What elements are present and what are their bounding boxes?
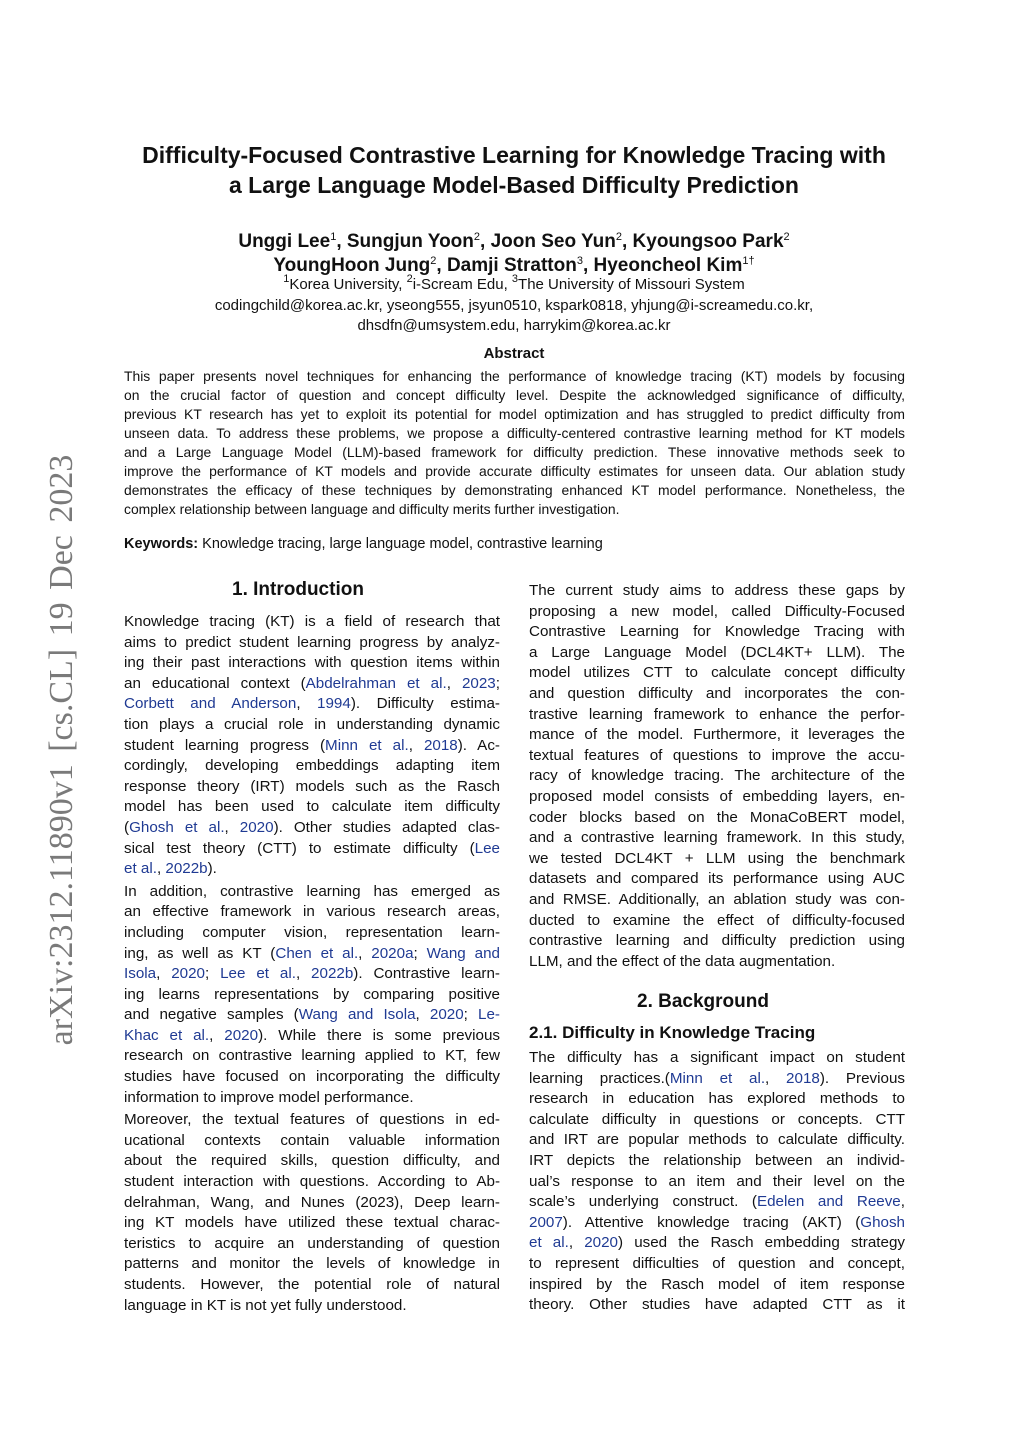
text-run: ing, as well as KT ( [124,944,276,962]
text-line [124,944,500,965]
email-line: codingchild@korea.ac.kr, yseong555, jsyun0510, kspark0818, yhjung@i-screamedu.co.kr, [214,296,814,314]
abstract-line: complex relationship between language and difficulty merits further investigation. [124,501,620,517]
abstract-line: improve the performance of KT models and provide accurate difficulty estimates for unseen data. Our ablation study [124,463,905,479]
text-line [124,1213,500,1234]
citation-link[interactable]: Corbett and Anderson [124,695,297,713]
text-line [529,1275,905,1296]
text-line [124,882,500,903]
text-run: , [568,1234,585,1252]
author-name: , Damji Stratton [436,255,577,276]
text-line [124,1088,500,1109]
text-run: ). Ac- [457,736,500,754]
text-run: ). Previous [819,1069,905,1087]
text-run: ). Other studies adapted clas- [273,818,500,836]
citation-link[interactable]: 2020 [239,818,274,836]
text-run: In addition, contrastive learning has emerged as [124,882,500,900]
text-run: , [156,965,172,983]
affiliation-mark: 1† [742,255,755,267]
text-run: , [209,1026,225,1044]
abstract-line: demonstrates the efficacy of these techniques by demonstrating enhanced KT model performance. Nonetheless, the [124,482,905,498]
text-line [124,1275,500,1296]
citation-link[interactable]: Minn et al. [325,736,409,754]
text-run: cordingly, developing embeddings adapting item [124,757,500,775]
text-line [529,1254,905,1275]
abstract-line: on the crucial factor of question and concept difficulty level. Despite the acknowledged significance of difficulty, [124,387,905,403]
text-line [124,1234,500,1255]
text-run: ) used the Rasch embedding strategy [618,1234,905,1252]
intro-paragraph-2 [124,882,500,1109]
text-run: delrahman, Wang, and Nunes (2023), Deep learn- [124,1193,500,1211]
text-run: scale’s underlying construct. ( [529,1193,757,1211]
title-line: a Large Language Model-Based Difficulty Prediction [229,172,799,198]
author-name: , Sungjun Yoon [336,231,474,252]
text-line: we tested DCL4KT + LLM using the benchmark [529,849,905,867]
text-run: , [446,674,462,692]
text-line: and RMSE. Additionally, an ablation study was con- [529,890,905,908]
text-run: inspired by the Rasch model of item response [529,1275,905,1293]
text-line: a Large Language Model (DCL4KT+ LLM). The [529,643,905,661]
text-line: contrastive learning and difficulty prediction using [529,932,905,950]
citation-link[interactable]: 2020a [371,944,414,962]
text-line [124,736,500,757]
citation-link[interactable]: 2020 [224,1026,259,1044]
abstract-body [124,367,905,519]
text-run: ; [495,674,500,692]
text-run: , [408,736,424,754]
citation-link[interactable]: Isola [124,965,157,983]
text-line [124,1172,500,1193]
text-run: ). Difficulty estima- [350,695,500,713]
text-run: aims to predict student learning progress by analyz- [124,633,500,651]
text-run: model has been used to calculate item difficulty [124,798,500,816]
abstract-line: and a Large Language Model (LLM)-based framework for difficulty prediction. These innovative methods seek to [124,444,905,460]
text-run: , [295,965,312,983]
text-line [529,1192,905,1213]
arxiv-stamp: arXiv:2312.11890v1 [cs.CL] 19 Dec 2023 [43,454,80,1046]
keywords-label: Keywords: [124,536,199,552]
affiliation-mark: 1 [330,231,337,243]
text-run: and IRT are popular methods to calculate difficulty. [529,1131,905,1149]
text-run: information to improve model performance. [124,1088,414,1106]
text-line [529,1130,905,1151]
text-run: patterns and monitor the levels of knowledge in [124,1255,500,1273]
text-run: an effective framework in various research areas, [124,903,500,921]
affiliation-mark: 2 [783,231,790,243]
text-line [124,923,500,944]
text-run: ). Contrastive learn- [353,965,500,983]
text-line [124,694,500,715]
text-line [529,1295,905,1316]
citation-link[interactable]: 2007 [529,1213,563,1231]
author-name: , Kyoungsoo Park [621,231,784,252]
text-line: textual features of questions to improve the accu- [529,746,905,764]
text-line [124,612,500,633]
background-heading: 2. Background [637,991,769,1012]
text-run: learning practices.( [529,1069,670,1087]
text-line [124,1296,500,1317]
text-line [124,1193,500,1214]
text-run: studies have focused on incorporating the difficulty [124,1068,500,1086]
abstract-heading: Abstract [483,345,545,362]
text-line: model utilizes CTT to calculate concept difficulty [529,664,905,682]
author-list [100,230,928,278]
text-run: student learning progress ( [124,736,326,754]
title-line: Difficulty-Focused Contrastive Learning for Knowledge Tracing with [142,142,886,168]
author-name: YoungHoon Jung [273,255,431,276]
abstract-line: previous KT research has yet to exploit its potential for model optimization and has struggled to predict difficulty from [124,406,905,422]
abstract-line: unseen data. To address these problems, we propose a difficulty-centered contrastive learning method for KT models [124,425,905,441]
text-run: response theory (IRT) models such as the Rasch [124,777,500,795]
text-line [124,777,500,798]
email-line: dhsdfn@umsystem.edu, harrykim@korea.ac.kr [357,317,671,334]
text-line: LLM, and the effect of the data augmentation. [529,952,836,970]
text-line [124,1131,500,1152]
citation-link[interactable]: Abdelrahman et al. [305,674,447,692]
citation-link[interactable]: Wang and Isola [298,1006,416,1024]
text-run: sical test theory (CTT) to estimate difficulty ( [124,839,475,857]
affiliations [100,275,928,337]
text-run: including computer vision, representation learn- [124,923,500,941]
text-line [124,1151,500,1172]
citation-link[interactable]: Ghosh [860,1213,905,1231]
text-run: The difficulty has a significant impact on student [529,1049,905,1066]
citation-link[interactable]: Le- [478,1006,500,1024]
text-line [124,839,500,860]
citation-link[interactable]: 2018 [786,1069,820,1087]
citation-link[interactable]: 2022b [311,965,354,983]
text-line [124,1005,500,1026]
affiliation-line: $^1$Korea University, $^2$i-Scream Edu, $^3$The University of Missouri System [283,273,745,293]
right-paragraph-1 [529,581,905,972]
text-line [529,1069,905,1090]
text-line: proposing a new model, called Difficulty-Focused [529,602,905,620]
text-run: ( [124,818,130,836]
citation-link[interactable]: Wang and [426,944,500,962]
text-run: about the required skills, question difficulty, and [124,1152,500,1170]
text-line [529,1089,905,1110]
right-column [529,581,905,972]
affiliation-mark: 2 [615,231,622,243]
citation-link[interactable]: 1994 [317,695,351,713]
text-run: research in education has explored methods to [529,1090,905,1108]
text-run: student interaction with questions. According to Ab- [124,1173,500,1191]
affiliation-mark: 3 [576,255,583,267]
text-run: tion plays a crucial role in understanding dynamic [124,715,500,733]
text-run: , [358,944,372,962]
text-line [124,985,500,1006]
text-run: ). Attentive knowledge tracing (AKT) ( [562,1213,861,1231]
keywords-text: Knowledge tracing, large language model, contrastive learning [198,536,603,552]
text-line: racy of knowledge tracing. The architecture of the [529,767,905,785]
text-line: ducted to examine the effect of difficulty-focused [529,911,905,929]
affiliation-mark: 2 [473,231,481,243]
author-name: , Joon Seo Yun [480,231,616,252]
text-run: ; [205,965,221,983]
text-line [124,797,500,818]
text-line [529,1233,905,1254]
author-name: , Hyeoncheol Kim [582,255,743,276]
text-run: , [224,818,240,836]
text-line [124,1067,500,1088]
subsection-heading: 2.1. Difficulty in Knowledge Tracing [529,1023,816,1042]
text-line [124,756,500,777]
citation-link[interactable]: Lee [474,839,500,857]
intro-heading: 1. Introduction [232,579,364,600]
text-line [124,653,500,674]
citation-link[interactable]: Khac et al. [124,1026,210,1044]
text-run: , [765,1069,787,1087]
text-run: ing their past interactions with question items within [124,654,500,672]
text-run: ; [413,944,427,962]
text-line [124,859,500,880]
text-run: , [156,860,166,878]
left-column [124,612,500,1316]
author-line [100,230,928,254]
text-line [124,902,500,923]
citation-link[interactable]: et al. [124,860,157,878]
text-line [124,633,500,654]
text-run: language in KT is not yet fully understood. [124,1296,407,1314]
text-line: and a contrastive learning framework. In this study, [529,829,905,847]
affiliation-mark: 2 [430,255,437,267]
citation-link[interactable]: Lee et al. [220,965,296,983]
text-line [529,1172,905,1193]
text-line [124,964,500,985]
citation-link[interactable]: 2020 [584,1234,618,1252]
text-run: , [296,695,318,713]
citation-link[interactable]: et al. [529,1234,569,1252]
right-paragraph-2 [529,1048,905,1316]
text-line: Contrastive Learning for Knowledge Tracing with [529,623,905,641]
text-line [124,1254,500,1275]
text-run: ing KT models have utilized these textual charac- [124,1214,500,1232]
text-line [124,715,500,736]
citation-link[interactable]: 2020 [171,965,205,983]
citation-link[interactable]: 2020 [429,1006,464,1024]
text-line [124,818,500,839]
text-run: Knowledge tracing (KT) is a field of research that [124,613,500,630]
text-run: theory. Other studies have adapted CTT as it [529,1296,905,1314]
text-line [529,1151,905,1172]
citation-link[interactable]: 2022b [165,860,208,878]
citation-link[interactable]: 2023 [461,674,496,692]
keywords [124,536,603,552]
text-line [124,1026,500,1047]
text-run: an educational context ( [124,674,306,692]
citation-link[interactable]: Minn et al. [669,1069,766,1087]
citation-link[interactable]: Chen et al. [275,944,359,962]
text-run: ). While there is some previous [258,1026,500,1044]
intro-paragraph-3 [124,1110,500,1316]
text-run: ). [207,860,217,878]
citation-link[interactable]: 2018 [423,736,458,754]
text-run: ucational contexts contain valuable information [124,1131,500,1149]
text-run: , [415,1006,430,1024]
paper-title [100,140,928,200]
text-line: and question difficulty and incorporates the con- [529,684,905,702]
text-run: students. However, the potential role of natural [124,1276,500,1293]
text-line [529,1110,905,1131]
text-line: mance of the model. Furthermore, it leverages the [529,726,905,744]
text-line [529,1213,905,1234]
citation-link[interactable]: Ghosh et al. [129,818,225,836]
intro-paragraph-1 [124,612,500,880]
text-line [124,1110,500,1131]
text-run: calculate difficulty in questions or concepts. CTT [529,1110,905,1128]
abstract-line: This paper presents novel techniques for enhancing the performance of knowledge tracing (KT) models by focusing [124,368,905,384]
text-line [124,674,500,695]
text-run: research on contrastive learning applied to KT, few [124,1047,500,1065]
text-run: ing learns representations by comparing positive [124,985,500,1003]
text-run: ual’s response to an item and their level on the [529,1172,905,1190]
text-run: Moreover, the textual features of questions in ed- [124,1111,500,1129]
text-run: IRT depicts the relationship between an individ- [529,1151,905,1169]
text-run: ; [463,1006,479,1024]
text-line: The current study aims to address these gaps by [529,582,905,599]
text-run: , [900,1193,905,1211]
right-column-lower [529,1048,905,1316]
text-run: and negative samples ( [124,1006,299,1024]
text-line [124,1046,500,1067]
text-run: teristics to acquire an understanding of question [124,1234,500,1252]
author-name: Unggi Lee [238,231,331,252]
citation-link[interactable]: Edelen and Reeve [756,1193,901,1211]
text-run: to represent difficulties of question and concept, [529,1254,905,1272]
text-line: proposed model consists of embedding layers, en- [529,787,905,805]
text-line: coder blocks based on the MonaCoBERT model, [529,808,905,826]
text-line: datasets and compared its performance using AUC [529,870,905,888]
text-line [529,1048,905,1069]
text-line: trastive learning framework to enhance the perfor- [529,705,905,723]
